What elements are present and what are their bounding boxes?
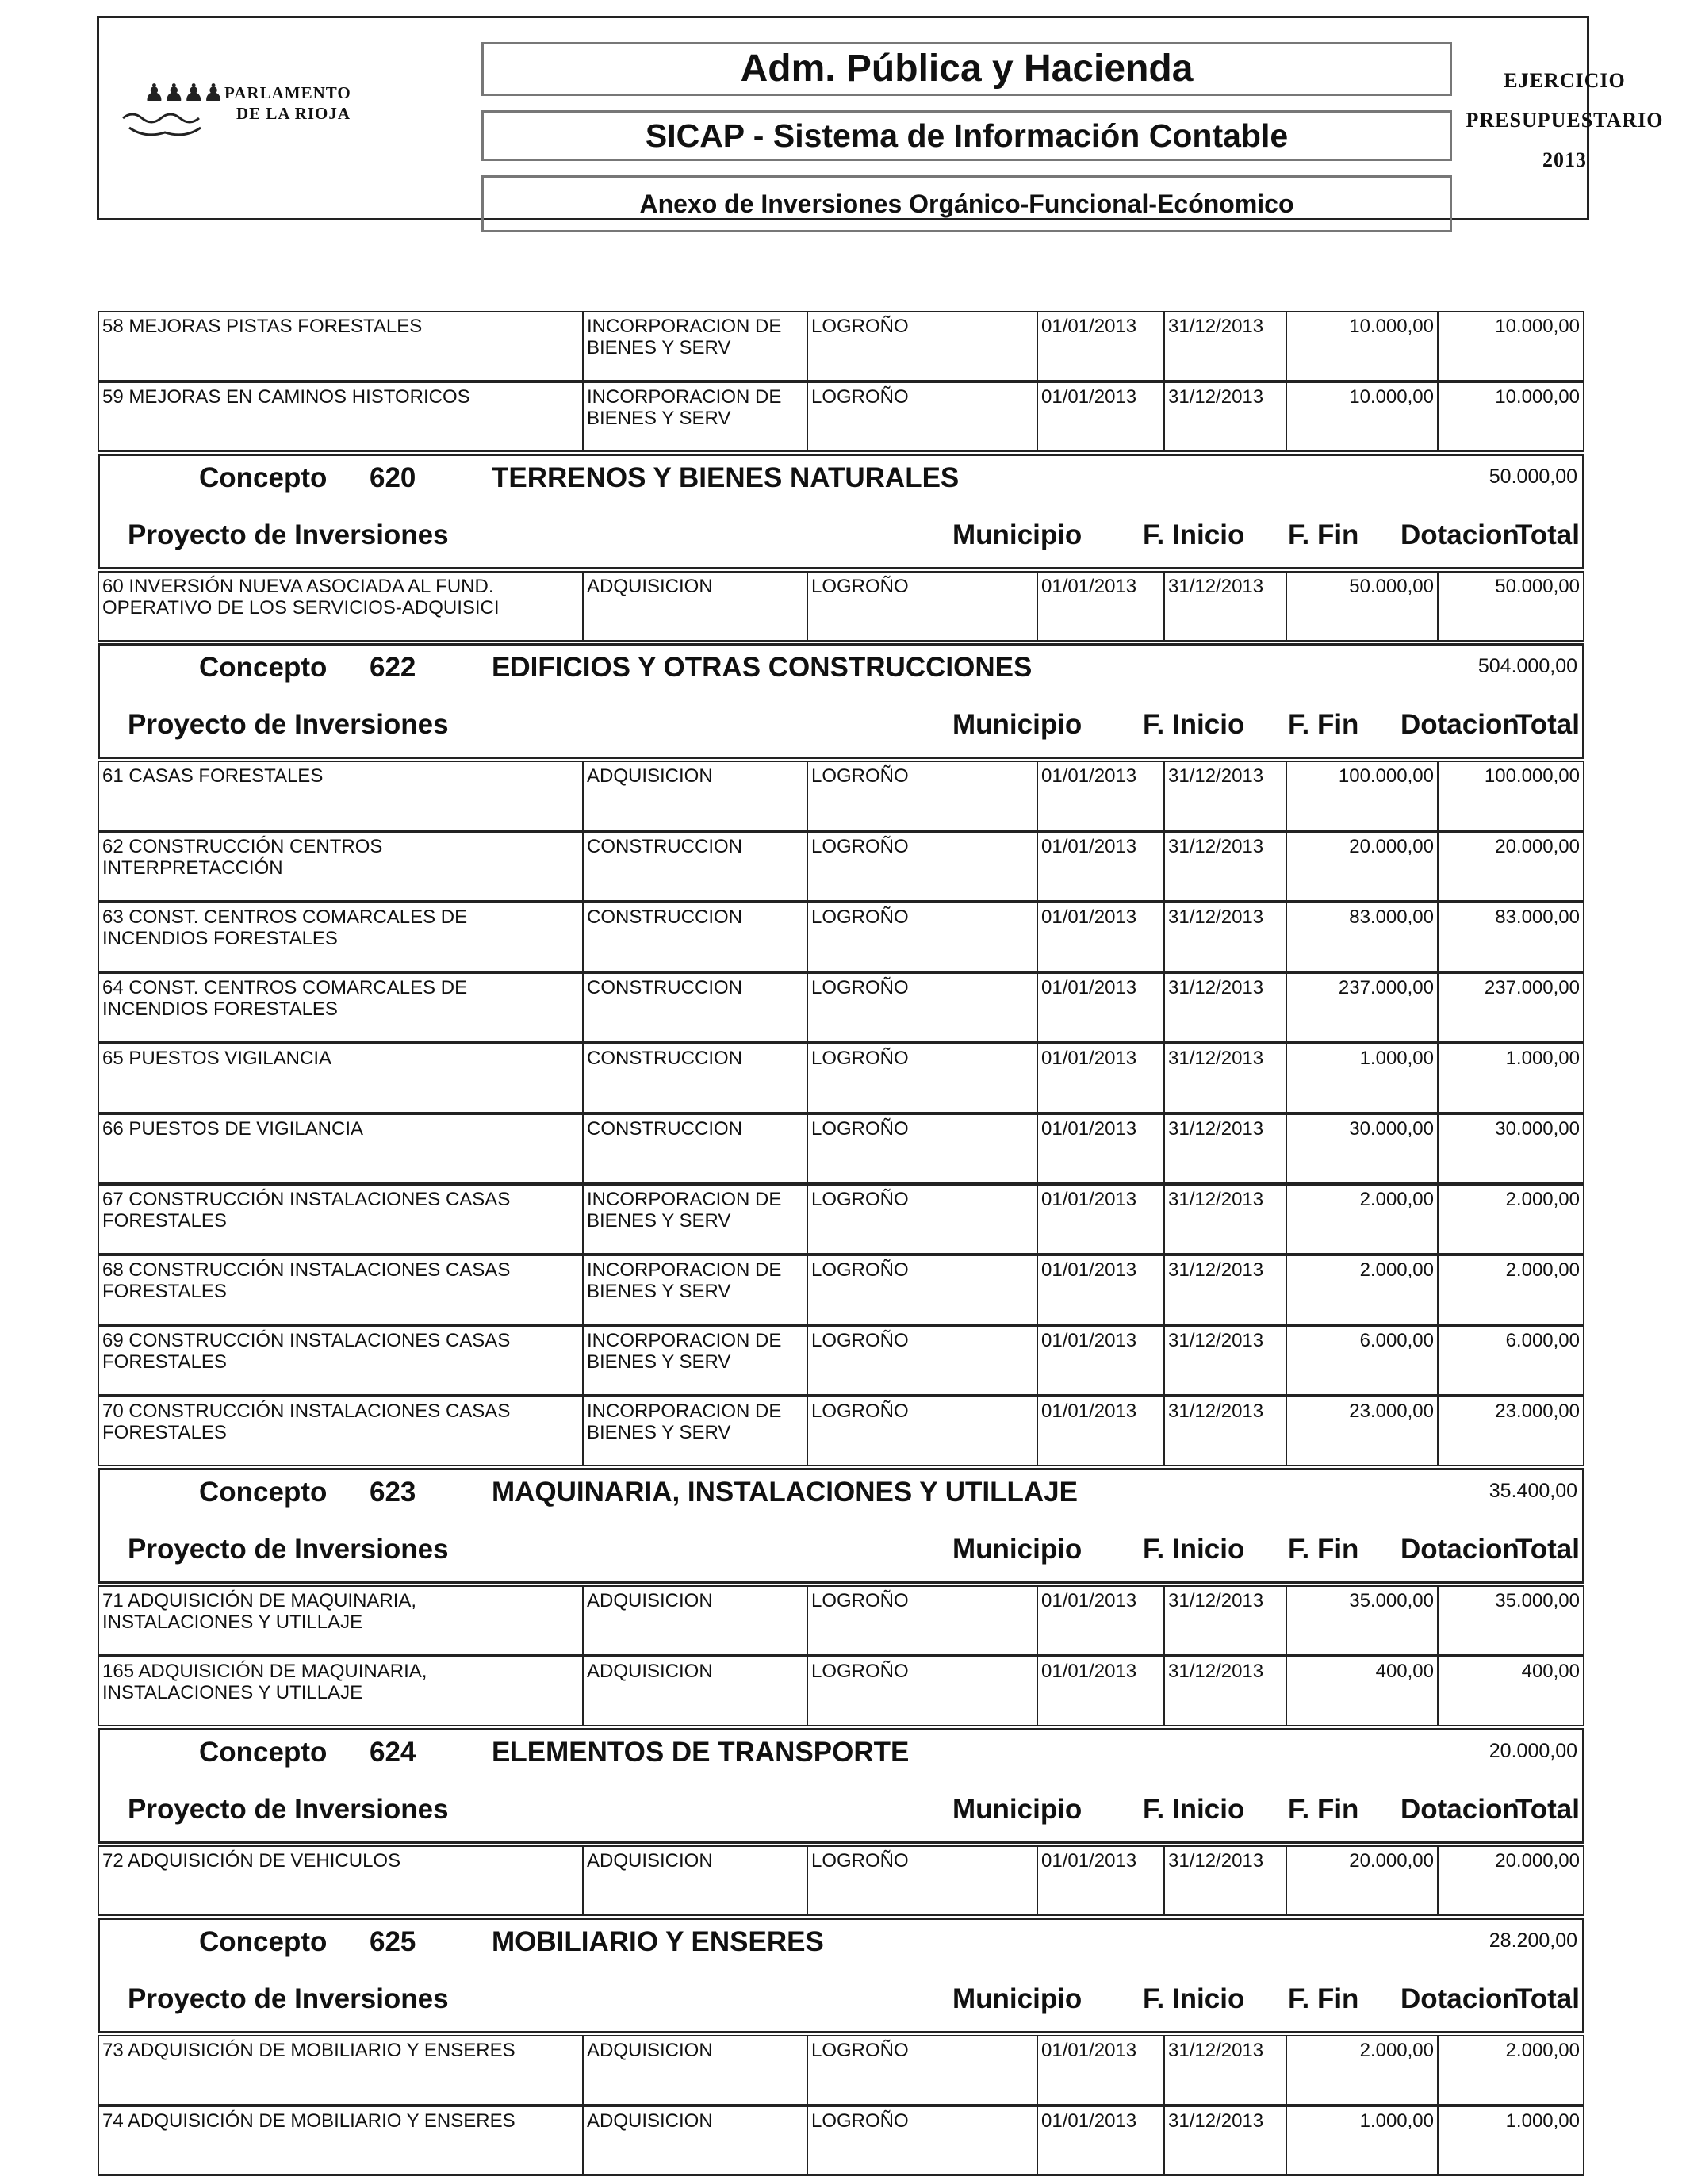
municipio-cell: LOGROÑO (807, 383, 1037, 450)
column-header-inicio: F. Inicio (1143, 709, 1245, 740)
project-name: 58 MEJORAS PISTAS FORESTALES (102, 316, 423, 337)
type-cell: INCORPORACION DE BIENES Y SERV (582, 1397, 807, 1465)
project-name: 66 PUESTOS DE VIGILANCIA (102, 1118, 364, 1140)
type-cell: INCORPORACION DE BIENES Y SERV (582, 1256, 807, 1324)
project-name: 68 CONSTRUCCIÓN INSTALACIONES CASAS FORESTALES (102, 1259, 511, 1302)
table-row (98, 571, 1584, 642)
concept-label: Concepto (199, 652, 328, 683)
table-row (98, 972, 1584, 1043)
concept-code: 620 (370, 462, 416, 493)
dotacion-cell: 10.000,00 (1286, 383, 1437, 450)
concept-name: TERRENOS Y BIENES NATURALES (492, 462, 960, 493)
total-cell: 35.000,00 (1437, 1587, 1583, 1654)
end-date-cell: 31/12/2013 (1163, 1397, 1286, 1465)
municipio-cell: LOGROÑO (807, 1847, 1037, 1914)
column-header-municipio: Municipio (952, 1794, 1082, 1825)
start-date-cell: 01/01/2013 (1037, 573, 1163, 640)
project-name: 74 ADQUISICIÓN DE MOBILIARIO Y ENSERES (102, 2110, 515, 2132)
table-row (98, 1585, 1584, 1656)
crown-icon: ♟♟♟♟ (144, 80, 223, 106)
column-header-fin: F. Fin (1288, 1794, 1359, 1825)
dotacion-cell: 2.000,00 (1286, 2036, 1437, 2104)
type-cell: INCORPORACION DE BIENES Y SERV (582, 383, 807, 450)
total-cell: 20.000,00 (1437, 833, 1583, 900)
concept-section-header (98, 1918, 1584, 2033)
start-date-cell: 01/01/2013 (1037, 1186, 1163, 1253)
table-row (98, 1255, 1584, 1325)
municipio-cell: LOGROÑO (807, 762, 1037, 830)
project-name: 64 CONST. CENTROS COMARCALES DE INCENDIOS FORESTALES (102, 977, 468, 1020)
end-date-cell: 31/12/2013 (1163, 903, 1286, 971)
municipio-cell: LOGROÑO (807, 1044, 1037, 1112)
total-cell: 2.000,00 (1437, 2036, 1583, 2104)
column-header-municipio: Municipio (952, 1983, 1082, 2014)
column-header-total: Total (1515, 1534, 1580, 1565)
municipio-cell: LOGROÑO (807, 1256, 1037, 1324)
municipio-cell: LOGROÑO (807, 312, 1037, 380)
column-header-inicio: F. Inicio (1143, 519, 1245, 550)
type-cell: ADQUISICION (582, 2107, 807, 2174)
type-cell: CONSTRUCCION (582, 833, 807, 900)
concept-name: MAQUINARIA, INSTALACIONES Y UTILLAJE (492, 1477, 1078, 1508)
project-name: 72 ADQUISICIÓN DE VEHICULOS (102, 1850, 401, 1872)
ejercicio-label: EJERCICIO (1504, 69, 1626, 92)
header-title: Adm. Pública y Hacienda (481, 42, 1452, 96)
concept-name: ELEMENTOS DE TRANSPORTE (492, 1737, 910, 1768)
column-header-municipio: Municipio (952, 1534, 1082, 1565)
column-header-proyecto: Proyecto de Inversiones (128, 519, 449, 550)
column-header-proyecto: Proyecto de Inversiones (128, 1794, 449, 1825)
type-cell: INCORPORACION DE BIENES Y SERV (582, 1327, 807, 1394)
presupuestario-label: PRESUPUESTARIO (1466, 109, 1664, 132)
start-date-cell: 01/01/2013 (1037, 1847, 1163, 1914)
start-date-cell: 01/01/2013 (1037, 2107, 1163, 2174)
column-header-fin: F. Fin (1288, 1983, 1359, 2014)
dotacion-cell: 20.000,00 (1286, 1847, 1437, 1914)
concept-label: Concepto (199, 1737, 328, 1768)
total-cell: 2.000,00 (1437, 1256, 1583, 1324)
fiscal-year: 2013 (1542, 148, 1587, 171)
table-row (98, 2105, 1584, 2176)
total-cell: 1.000,00 (1437, 2107, 1583, 2174)
end-date-cell: 31/12/2013 (1163, 383, 1286, 450)
project-name: 61 CASAS FORESTALES (102, 765, 324, 787)
total-cell: 100.000,00 (1437, 762, 1583, 830)
total-cell: 20.000,00 (1437, 1847, 1583, 1914)
dotacion-cell: 10.000,00 (1286, 312, 1437, 380)
dotacion-cell: 6.000,00 (1286, 1327, 1437, 1394)
municipio-cell: LOGROÑO (807, 2107, 1037, 2174)
type-cell: CONSTRUCCION (582, 1044, 807, 1112)
project-name: 70 CONSTRUCCIÓN INSTALACIONES CASAS FORESTALES (102, 1400, 511, 1443)
dotacion-cell: 35.000,00 (1286, 1587, 1437, 1654)
total-cell: 50.000,00 (1437, 573, 1583, 640)
project-name: 59 MEJORAS EN CAMINOS HISTORICOS (102, 386, 470, 408)
total-cell: 237.000,00 (1437, 974, 1583, 1041)
column-header-dotacion: Dotacion (1401, 709, 1519, 740)
start-date-cell: 01/01/2013 (1037, 2036, 1163, 2104)
start-date-cell: 01/01/2013 (1037, 1587, 1163, 1654)
dotacion-cell: 100.000,00 (1286, 762, 1437, 830)
dotacion-cell: 30.000,00 (1286, 1115, 1437, 1182)
start-date-cell: 01/01/2013 (1037, 1256, 1163, 1324)
concept-code: 624 (370, 1737, 416, 1768)
concept-section-header (98, 454, 1584, 569)
end-date-cell: 31/12/2013 (1163, 974, 1286, 1041)
column-header-total: Total (1515, 1794, 1580, 1825)
type-cell: ADQUISICION (582, 573, 807, 640)
project-name: 60 INVERSIÓN NUEVA ASOCIADA AL FUND. OPERATIVO DE LOS SERVICIOS-ADQUISICI (102, 576, 500, 619)
column-header-inicio: F. Inicio (1143, 1983, 1245, 2014)
concept-total: 35.400,00 (1489, 1480, 1577, 1502)
header-subtitle: SICAP - Sistema de Información Contable (481, 110, 1452, 161)
start-date-cell: 01/01/2013 (1037, 312, 1163, 380)
type-cell: ADQUISICION (582, 1657, 807, 1725)
column-header-proyecto: Proyecto de Inversiones (128, 1534, 449, 1565)
type-cell: CONSTRUCCION (582, 1115, 807, 1182)
concept-label: Concepto (199, 462, 328, 493)
concept-section-header (98, 643, 1584, 759)
start-date-cell: 01/01/2013 (1037, 1044, 1163, 1112)
project-name: 67 CONSTRUCCIÓN INSTALACIONES CASAS FORESTALES (102, 1189, 511, 1232)
project-name: 165 ADQUISICIÓN DE MAQUINARIA, INSTALACIONES Y UTILLAJE (102, 1661, 427, 1703)
total-cell: 400,00 (1437, 1657, 1583, 1725)
end-date-cell: 31/12/2013 (1163, 1186, 1286, 1253)
dotacion-cell: 237.000,00 (1286, 974, 1437, 1041)
concept-code: 622 (370, 652, 416, 683)
type-cell: INCORPORACION DE BIENES Y SERV (582, 1186, 807, 1253)
table-row (98, 761, 1584, 831)
table-row (98, 1043, 1584, 1113)
table-row (98, 1325, 1584, 1396)
end-date-cell: 31/12/2013 (1163, 1256, 1286, 1324)
municipio-cell: LOGROÑO (807, 1397, 1037, 1465)
start-date-cell: 01/01/2013 (1037, 833, 1163, 900)
concept-label: Concepto (199, 1477, 328, 1508)
column-header-fin: F. Fin (1288, 709, 1359, 740)
table-row (98, 1396, 1584, 1466)
municipio-cell: LOGROÑO (807, 1186, 1037, 1253)
start-date-cell: 01/01/2013 (1037, 1327, 1163, 1394)
municipio-cell: LOGROÑO (807, 1587, 1037, 1654)
start-date-cell: 01/01/2013 (1037, 1397, 1163, 1465)
type-cell: ADQUISICION (582, 762, 807, 830)
type-cell: CONSTRUCCION (582, 903, 807, 971)
end-date-cell: 31/12/2013 (1163, 1657, 1286, 1725)
municipio-cell: LOGROÑO (807, 1657, 1037, 1725)
concept-name: MOBILIARIO Y ENSERES (492, 1926, 824, 1957)
column-header-proyecto: Proyecto de Inversiones (128, 1983, 449, 2014)
municipio-cell: LOGROÑO (807, 1115, 1037, 1182)
project-name: 73 ADQUISICIÓN DE MOBILIARIO Y ENSERES (102, 2040, 515, 2061)
concept-total: 20.000,00 (1489, 1740, 1577, 1762)
concept-total: 50.000,00 (1489, 466, 1577, 488)
type-cell: CONSTRUCCION (582, 974, 807, 1041)
parliament-logo (121, 82, 383, 145)
dotacion-cell: 1.000,00 (1286, 1044, 1437, 1112)
municipio-cell: LOGROÑO (807, 2036, 1037, 2104)
type-cell: ADQUISICION (582, 1847, 807, 1914)
dotacion-cell: 20.000,00 (1286, 833, 1437, 900)
table-row (98, 1656, 1584, 1726)
start-date-cell: 01/01/2013 (1037, 762, 1163, 830)
column-header-dotacion: Dotacion (1401, 1534, 1519, 1565)
concept-total: 504.000,00 (1477, 655, 1577, 677)
start-date-cell: 01/01/2013 (1037, 903, 1163, 971)
end-date-cell: 31/12/2013 (1163, 1587, 1286, 1654)
column-header-municipio: Municipio (952, 519, 1082, 550)
column-header-proyecto: Proyecto de Inversiones (128, 709, 449, 740)
project-name: 65 PUESTOS VIGILANCIA (102, 1048, 331, 1069)
dotacion-cell: 2.000,00 (1286, 1256, 1437, 1324)
end-date-cell: 31/12/2013 (1163, 312, 1286, 380)
concept-label: Concepto (199, 1926, 328, 1957)
end-date-cell: 31/12/2013 (1163, 573, 1286, 640)
total-cell: 83.000,00 (1437, 903, 1583, 971)
column-header-dotacion: Dotacion (1401, 519, 1519, 550)
table-row (98, 1113, 1584, 1184)
municipio-cell: LOGROÑO (807, 573, 1037, 640)
type-cell: ADQUISICION (582, 1587, 807, 1654)
municipio-cell: LOGROÑO (807, 1327, 1037, 1394)
type-cell: INCORPORACION DE BIENES Y SERV (582, 312, 807, 380)
concept-name: EDIFICIOS Y OTRAS CONSTRUCCIONES (492, 652, 1033, 683)
column-header-inicio: F. Inicio (1143, 1534, 1245, 1565)
column-header-fin: F. Fin (1288, 1534, 1359, 1565)
total-cell: 10.000,00 (1437, 312, 1583, 380)
start-date-cell: 01/01/2013 (1037, 974, 1163, 1041)
municipio-cell: LOGROÑO (807, 903, 1037, 971)
total-cell: 23.000,00 (1437, 1397, 1583, 1465)
table-row (98, 831, 1584, 902)
dotacion-cell: 1.000,00 (1286, 2107, 1437, 2174)
end-date-cell: 31/12/2013 (1163, 833, 1286, 900)
dotacion-cell: 50.000,00 (1286, 573, 1437, 640)
total-cell: 10.000,00 (1437, 383, 1583, 450)
end-date-cell: 31/12/2013 (1163, 1115, 1286, 1182)
start-date-cell: 01/01/2013 (1037, 1657, 1163, 1725)
start-date-cell: 01/01/2013 (1037, 1115, 1163, 1182)
table-row (98, 1845, 1584, 1916)
total-cell: 30.000,00 (1437, 1115, 1583, 1182)
report-header (97, 16, 1664, 220)
total-cell: 6.000,00 (1437, 1327, 1583, 1394)
table-row (98, 381, 1584, 452)
end-date-cell: 31/12/2013 (1163, 2107, 1286, 2174)
column-header-dotacion: Dotacion (1401, 1794, 1519, 1825)
project-name: 63 CONST. CENTROS COMARCALES DE INCENDIOS FORESTALES (102, 906, 468, 949)
concept-total: 28.200,00 (1489, 1929, 1577, 1952)
end-date-cell: 31/12/2013 (1163, 762, 1286, 830)
municipio-cell: LOGROÑO (807, 833, 1037, 900)
table-row (98, 902, 1584, 972)
dotacion-cell: 23.000,00 (1286, 1397, 1437, 1465)
table-row (98, 311, 1584, 381)
column-header-total: Total (1515, 709, 1580, 740)
project-name: 69 CONSTRUCCIÓN INSTALACIONES CASAS FORESTALES (102, 1330, 511, 1373)
column-header-dotacion: Dotacion (1401, 1983, 1519, 2014)
column-header-inicio: F. Inicio (1143, 1794, 1245, 1825)
dotacion-cell: 83.000,00 (1286, 903, 1437, 971)
column-header-total: Total (1515, 1983, 1580, 2014)
logo-text-line1: PARLAMENTO (224, 83, 351, 102)
end-date-cell: 31/12/2013 (1163, 1044, 1286, 1112)
dotacion-cell: 2.000,00 (1286, 1186, 1437, 1253)
type-cell: ADQUISICION (582, 2036, 807, 2104)
end-date-cell: 31/12/2013 (1163, 1847, 1286, 1914)
column-header-fin: F. Fin (1288, 519, 1359, 550)
start-date-cell: 01/01/2013 (1037, 383, 1163, 450)
concept-code: 623 (370, 1477, 416, 1508)
column-header-total: Total (1515, 519, 1580, 550)
end-date-cell: 31/12/2013 (1163, 1327, 1286, 1394)
concept-section-header (98, 1728, 1584, 1844)
report-name: Anexo de Inversiones Orgánico-Funcional-Ecónomico (481, 175, 1452, 232)
municipio-cell: LOGROÑO (807, 974, 1037, 1041)
waves-icon (121, 109, 209, 140)
dotacion-cell: 400,00 (1286, 1657, 1437, 1725)
project-name: 71 ADQUISICIÓN DE MAQUINARIA, INSTALACIONES Y UTILLAJE (102, 1590, 417, 1633)
project-name: 62 CONSTRUCCIÓN CENTROS INTERPRETACCIÓN (102, 836, 383, 879)
table-row (98, 1184, 1584, 1255)
total-cell: 2.000,00 (1437, 1186, 1583, 1253)
end-date-cell: 31/12/2013 (1163, 2036, 1286, 2104)
logo-text-line2: DE LA RIOJA (236, 104, 351, 123)
concept-code: 625 (370, 1926, 416, 1957)
column-header-municipio: Municipio (952, 709, 1082, 740)
concept-section-header (98, 1468, 1584, 1584)
table-row (98, 2035, 1584, 2105)
total-cell: 1.000,00 (1437, 1044, 1583, 1112)
